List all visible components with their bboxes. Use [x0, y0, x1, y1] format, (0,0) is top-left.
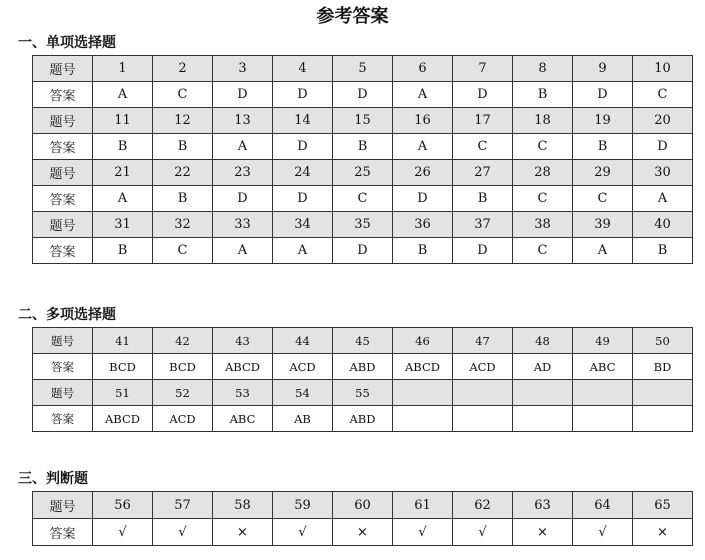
question-number-cell: 32: [153, 212, 213, 238]
answer-row: [33, 238, 693, 264]
answer-cell: √: [453, 519, 513, 546]
single-choice-table: [32, 55, 693, 264]
question-number-cell: 45: [333, 328, 393, 354]
question-number-cell: 58: [213, 492, 273, 519]
answer-row: [33, 406, 693, 432]
answer-cell: ABCD: [393, 354, 453, 380]
question-number-cell: 22: [153, 160, 213, 186]
answer-cell: C: [513, 238, 573, 264]
answer-cell: D: [573, 82, 633, 108]
answer-cell: √: [153, 519, 213, 546]
answer-cell: C: [513, 186, 573, 212]
question-number-cell: 26: [393, 160, 453, 186]
question-number-cell: 18: [513, 108, 573, 134]
answer-cell: D: [273, 82, 333, 108]
question-number-cell: 49: [573, 328, 633, 354]
multiple-choice-table: [32, 327, 693, 432]
question-number-cell: 35: [333, 212, 393, 238]
question-number-cell: [453, 380, 513, 406]
question-number-cell: 27: [453, 160, 513, 186]
question-number-row: [33, 492, 693, 519]
answer-cell: C: [333, 186, 393, 212]
question-number-cell: 64: [573, 492, 633, 519]
question-number-cell: 9: [573, 56, 633, 82]
question-number-cell: 33: [213, 212, 273, 238]
answer-cell: ABCD: [213, 354, 273, 380]
row-label-question-number: 题号: [33, 56, 93, 82]
question-number-cell: 31: [93, 212, 153, 238]
row-label-answer: 答案: [33, 238, 93, 264]
answer-cell: A: [573, 238, 633, 264]
answer-cell: ACD: [153, 406, 213, 432]
answer-row: [33, 354, 693, 380]
answer-cell: [573, 406, 633, 432]
answer-cell: C: [153, 238, 213, 264]
answer-cell: D: [213, 82, 273, 108]
row-label-answer: 答案: [33, 519, 93, 546]
answer-cell: B: [153, 186, 213, 212]
question-number-cell: [573, 380, 633, 406]
question-number-cell: 50: [633, 328, 693, 354]
answer-cell: [633, 406, 693, 432]
answer-cell: ACD: [273, 354, 333, 380]
answer-cell: D: [333, 82, 393, 108]
answer-cell: A: [393, 82, 453, 108]
row-label-question-number: 题号: [33, 380, 93, 406]
answer-cell: D: [273, 134, 333, 160]
question-number-cell: 28: [513, 160, 573, 186]
answer-cell: D: [273, 186, 333, 212]
question-number-cell: [633, 380, 693, 406]
question-number-cell: 53: [213, 380, 273, 406]
answer-cell: D: [633, 134, 693, 160]
question-number-cell: 23: [213, 160, 273, 186]
row-label-question-number: 题号: [33, 328, 93, 354]
question-number-cell: 10: [633, 56, 693, 82]
section-heading-true-false: 三、判断题: [18, 471, 88, 487]
question-number-cell: 3: [213, 56, 273, 82]
question-number-cell: 24: [273, 160, 333, 186]
question-number-row: [33, 160, 693, 186]
question-number-cell: 47: [453, 328, 513, 354]
answer-cell: B: [513, 82, 573, 108]
question-number-cell: 44: [273, 328, 333, 354]
answer-cell: BCD: [93, 354, 153, 380]
question-number-cell: 48: [513, 328, 573, 354]
question-number-row: [33, 328, 693, 354]
question-number-cell: 60: [333, 492, 393, 519]
answer-cell: A: [213, 238, 273, 264]
row-label-question-number: 题号: [33, 160, 93, 186]
answer-cell: B: [453, 186, 513, 212]
answer-cell: ABD: [333, 406, 393, 432]
question-number-cell: 7: [453, 56, 513, 82]
answer-cell: B: [573, 134, 633, 160]
answer-cell: [393, 406, 453, 432]
question-number-cell: 21: [93, 160, 153, 186]
answer-cell: √: [573, 519, 633, 546]
answer-cell: B: [633, 238, 693, 264]
question-number-cell: 30: [633, 160, 693, 186]
answer-cell: √: [93, 519, 153, 546]
question-number-cell: 34: [273, 212, 333, 238]
answer-cell: ABC: [213, 406, 273, 432]
question-number-cell: 5: [333, 56, 393, 82]
question-number-cell: 29: [573, 160, 633, 186]
question-number-cell: 16: [393, 108, 453, 134]
answer-cell: ×: [513, 519, 573, 546]
answer-cell: B: [333, 134, 393, 160]
question-number-cell: 6: [393, 56, 453, 82]
answer-cell: C: [633, 82, 693, 108]
question-number-cell: 51: [93, 380, 153, 406]
question-number-cell: 2: [153, 56, 213, 82]
question-number-cell: 36: [393, 212, 453, 238]
answer-row: [33, 186, 693, 212]
row-label-answer: 答案: [33, 354, 93, 380]
question-number-row: [33, 212, 693, 238]
answer-cell: ×: [333, 519, 393, 546]
question-number-cell: 56: [93, 492, 153, 519]
question-number-cell: 17: [453, 108, 513, 134]
answer-cell: D: [213, 186, 273, 212]
answer-row: [33, 134, 693, 160]
question-number-cell: 41: [93, 328, 153, 354]
question-number-cell: 19: [573, 108, 633, 134]
answer-cell: C: [153, 82, 213, 108]
answer-cell: B: [393, 238, 453, 264]
answer-cell: ×: [633, 519, 693, 546]
answer-cell: ×: [213, 519, 273, 546]
answer-cell: A: [273, 238, 333, 264]
answer-cell: BD: [633, 354, 693, 380]
question-number-cell: 25: [333, 160, 393, 186]
answer-cell: A: [93, 186, 153, 212]
answer-cell: B: [93, 134, 153, 160]
answer-row: [33, 82, 693, 108]
row-label-question-number: 题号: [33, 212, 93, 238]
answer-cell: ABD: [333, 354, 393, 380]
answer-cell: C: [573, 186, 633, 212]
page-title: 参考答案: [316, 6, 389, 27]
answer-cell: √: [393, 519, 453, 546]
answer-cell: BCD: [153, 354, 213, 380]
question-number-cell: 65: [633, 492, 693, 519]
answer-cell: ACD: [453, 354, 513, 380]
answer-cell: [513, 406, 573, 432]
answer-cell: D: [453, 82, 513, 108]
question-number-cell: 12: [153, 108, 213, 134]
question-number-cell: 20: [633, 108, 693, 134]
question-number-cell: 55: [333, 380, 393, 406]
question-number-cell: 57: [153, 492, 213, 519]
answer-cell: √: [273, 519, 333, 546]
question-number-cell: 39: [573, 212, 633, 238]
question-number-cell: 43: [213, 328, 273, 354]
question-number-cell: 61: [393, 492, 453, 519]
section-heading-single-choice: 一、单项选择题: [18, 35, 116, 51]
question-number-cell: 63: [513, 492, 573, 519]
question-number-cell: 1: [93, 56, 153, 82]
question-number-cell: 4: [273, 56, 333, 82]
answer-cell: [453, 406, 513, 432]
answer-cell: B: [93, 238, 153, 264]
row-label-answer: 答案: [33, 186, 93, 212]
answer-row: [33, 519, 693, 546]
question-number-cell: 8: [513, 56, 573, 82]
row-label-question-number: 题号: [33, 492, 93, 519]
row-label-question-number: 题号: [33, 108, 93, 134]
question-number-cell: [393, 380, 453, 406]
answer-cell: D: [333, 238, 393, 264]
question-number-cell: 52: [153, 380, 213, 406]
row-label-answer: 答案: [33, 406, 93, 432]
question-number-cell: 62: [453, 492, 513, 519]
question-number-cell: 59: [273, 492, 333, 519]
true-false-table: [32, 491, 693, 546]
question-number-cell: [513, 380, 573, 406]
question-number-row: [33, 380, 693, 406]
answer-cell: D: [453, 238, 513, 264]
answer-cell: ABC: [573, 354, 633, 380]
question-number-cell: 37: [453, 212, 513, 238]
question-number-cell: 38: [513, 212, 573, 238]
question-number-cell: 54: [273, 380, 333, 406]
answer-cell: AD: [513, 354, 573, 380]
question-number-row: [33, 56, 693, 82]
answer-cell: C: [453, 134, 513, 160]
row-label-answer: 答案: [33, 134, 93, 160]
question-number-cell: 46: [393, 328, 453, 354]
question-number-cell: 15: [333, 108, 393, 134]
answer-cell: B: [153, 134, 213, 160]
question-number-cell: 11: [93, 108, 153, 134]
answer-cell: AB: [273, 406, 333, 432]
answer-cell: C: [513, 134, 573, 160]
answer-cell: ABCD: [93, 406, 153, 432]
question-number-cell: 42: [153, 328, 213, 354]
answer-cell: D: [393, 186, 453, 212]
answer-cell: A: [93, 82, 153, 108]
answer-cell: A: [393, 134, 453, 160]
row-label-answer: 答案: [33, 82, 93, 108]
question-number-cell: 13: [213, 108, 273, 134]
section-heading-multiple-choice: 二、多项选择题: [18, 307, 116, 323]
question-number-row: [33, 108, 693, 134]
question-number-cell: 40: [633, 212, 693, 238]
question-number-cell: 14: [273, 108, 333, 134]
answer-cell: A: [633, 186, 693, 212]
answer-cell: A: [213, 134, 273, 160]
